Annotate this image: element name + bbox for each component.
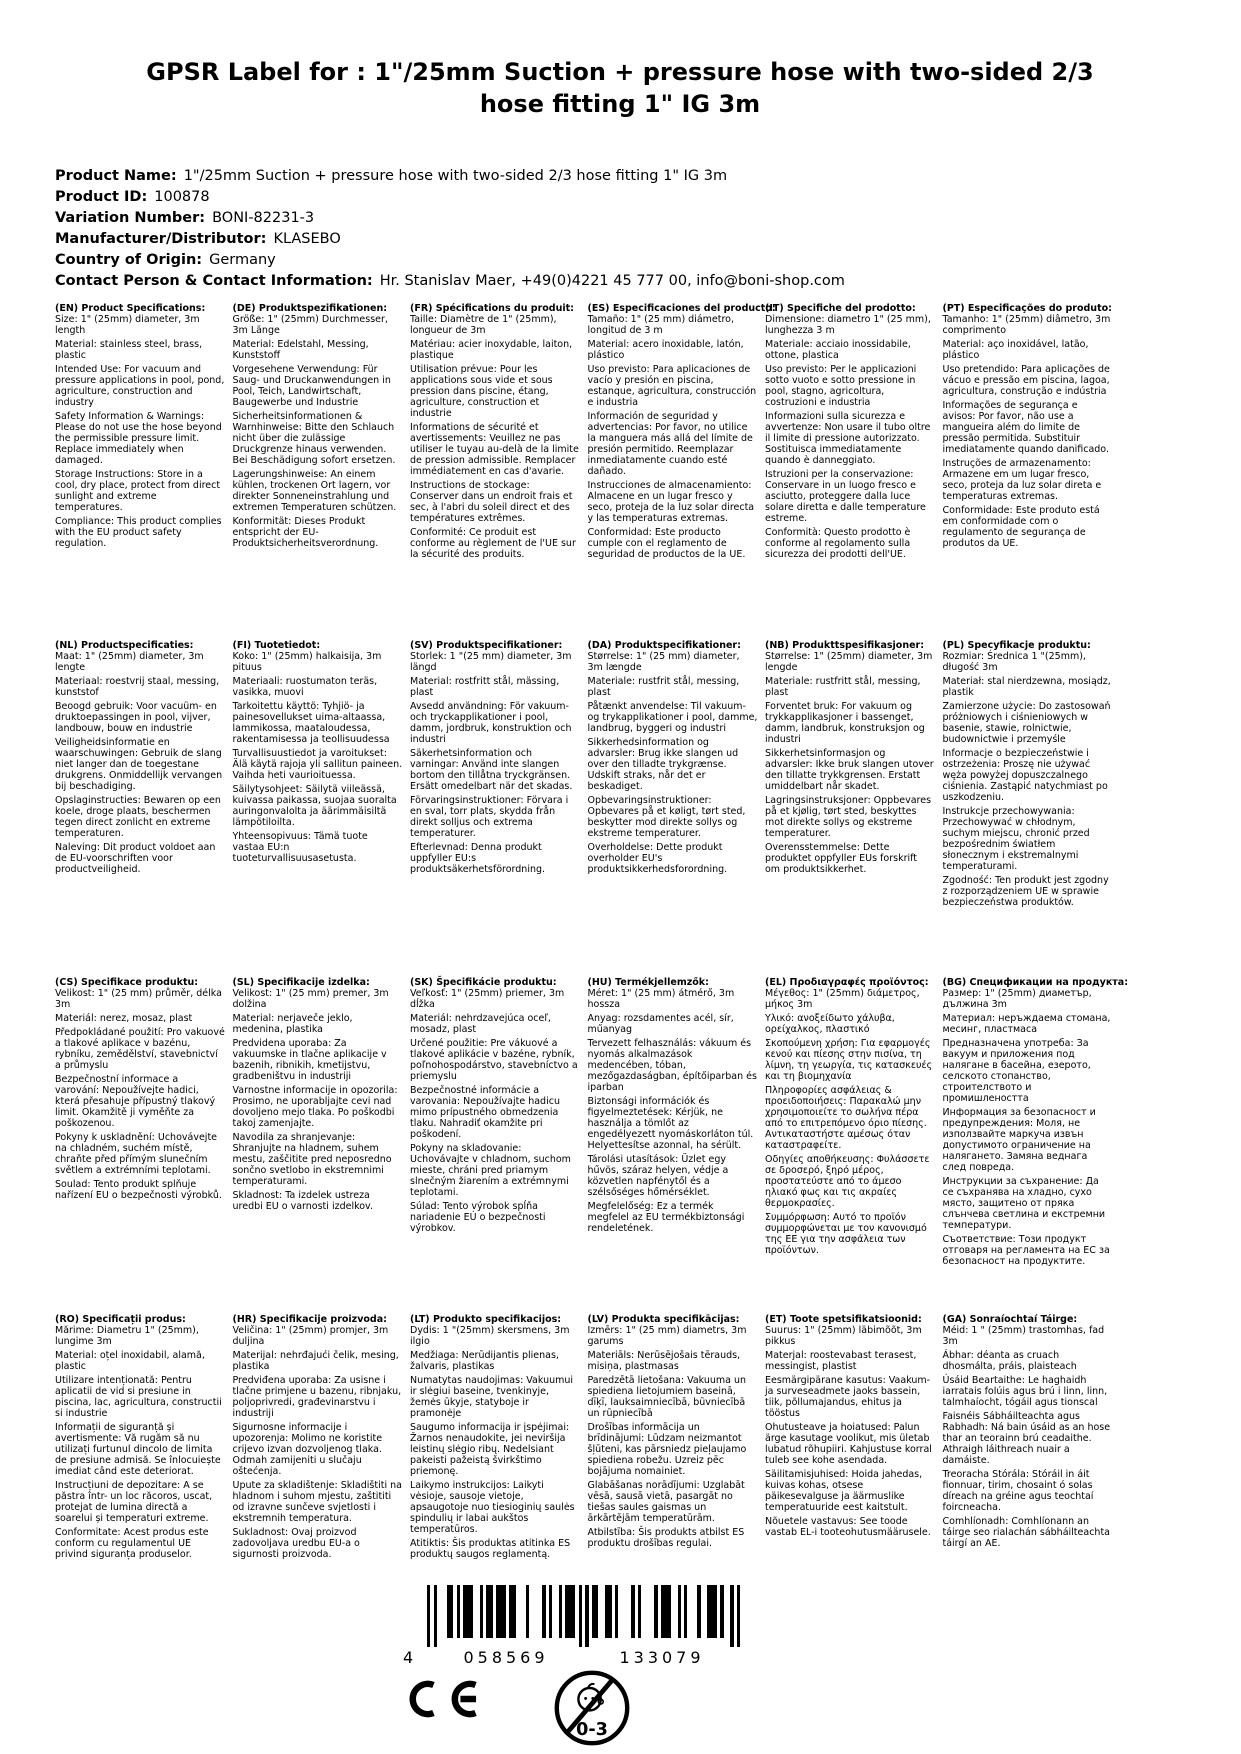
- spec-paragraph: Förvaringsinstruktioner: Förvara i en sval, torr plats, skydda från direkt solljus och extrema temperaturer.: [410, 795, 569, 839]
- spec-paragraph: Materiāls: Nerūsējošais tērauds, misiņa, plastmasas: [587, 1350, 741, 1372]
- spec-block-pl: [943, 640, 1113, 977]
- spec-paragraph: Súlad: Tento výrobok spĺňa nariadenie EÚ o bezpečnosti výrobkov.: [410, 1201, 546, 1234]
- spec-heading: (PL) Specyfikacje produktu:: [942, 640, 1091, 651]
- spec-heading: (NL) Productspecificaties:: [55, 640, 194, 651]
- manufacturer-label: Manufacturer/Distributor:: [55, 231, 267, 247]
- spec-paragraph: Säilitamisjuhised: Hoida jahedas, kuivas kohas, otsese päikesevalguse ja äärmuslike temperatuuride eest kaitstult.: [765, 1469, 923, 1513]
- spec-paragraph: Sicherheitsinformationen & Warnhinweise: Bitte den Schlauch nicht über die zulässige Druckgrenze hinaus verwenden. Bei Beschädigung sofort ersetzen.: [232, 411, 396, 466]
- spec-paragraph: Mărime: Diametru 1" (25mm), lungime 3m: [55, 1325, 199, 1347]
- spec-paragraph: Koko: 1" (25mm) halkaisija, 3m pituus: [232, 651, 382, 673]
- spec-paragraph: Sukladnost: Ovaj proizvod zadovoljava uredbu EU-a o sigurnosti proizvoda.: [232, 1527, 360, 1560]
- spec-paragraph: Material: Edelstahl, Messing, Kunststoff: [232, 339, 369, 361]
- country-of-origin-label: Country of Origin:: [55, 252, 203, 268]
- contact-row: [55, 271, 845, 292]
- spec-paragraph: Veličina: 1" (25mm) promjer, 3m duljina: [232, 1325, 389, 1347]
- manufacturer-value: KLASEBO: [273, 231, 341, 247]
- spec-paragraph: Soulad: Tento produkt splňuje nařízení EU o bezpečnosti výrobků.: [55, 1179, 222, 1201]
- spec-heading: (ET) Toote spetsifikatsioonid:: [765, 1314, 922, 1325]
- barcode-bars: [427, 1585, 741, 1647]
- spec-paragraph: Určené použitie: Pre vákuové a tlakové aplikácie v bazéne, rybník, poľnohospodárstvo, stavebníctvo a priemyslu: [410, 1038, 578, 1082]
- spec-paragraph: Conformité: Ce produit est conforme au règlement de l'UE sur la sécurité des produits.: [410, 527, 576, 560]
- spec-paragraph: Comhlíonadh: Comhlíonann an táirge seo rialachán sábháilteachta táirgí an AE.: [942, 1516, 1110, 1549]
- manufacturer-row: [55, 229, 845, 250]
- spec-heading: (HU) Termékjellemzők:: [587, 977, 709, 988]
- barcode-right-group: 133079: [619, 1648, 705, 1667]
- contact-value: Hr. Stanislav Maer, +49(0)4221 45 777 00, info@boni-shop.com: [379, 273, 845, 289]
- spec-paragraph: Maat: 1" (25mm) diameter, 3m lengte: [55, 651, 204, 673]
- spec-paragraph: Tamaño: 1" (25 mm) diámetro, longitud de 3 m: [587, 314, 735, 336]
- spec-paragraph: Beoogd gebruik: Voor vacuüm- en druktoepassingen in pool, vijver, landbouw, bouw en industrie: [55, 701, 217, 734]
- spec-paragraph: Uso previsto: Para aplicaciones de vacío y presión en piscina, estanque, agricultura, construcción e industria: [587, 364, 757, 408]
- spec-paragraph: Съответствие: Този продукт отговаря на регламента на ЕС за безопасност на продуктите.: [942, 1234, 1110, 1267]
- variation-number-label: Variation Number:: [55, 210, 206, 226]
- spec-heading: (RO) Specificații produs:: [55, 1314, 186, 1325]
- spec-paragraph: Μέγεθος: 1" (25mm) διάμετρος, μήκος 3m: [765, 988, 920, 1010]
- spec-paragraph: Zgodność: Ten produkt jest zgodny z rozporządzeniem UE w sprawie bezpieczeństwa produktów.: [942, 875, 1109, 908]
- variation-number-row: [55, 208, 845, 229]
- spec-block-pt: [943, 303, 1113, 640]
- spec-paragraph: Méid: 1 " (25mm) trastomhas, fad 3m: [942, 1325, 1105, 1347]
- spec-paragraph: Tervezett felhasználás: vákuum és nyomás alkalmazások medencében, tóban, mezőgazdaságban, építőiparban és iparban: [587, 1038, 757, 1093]
- spec-block-sv: [410, 640, 580, 977]
- spec-heading: (FI) Tuotetiedot:: [232, 640, 321, 651]
- spec-paragraph: Uso previsto: Per le applicazioni sotto vuoto e sotto pressione in pool, stagno, agricoltura, costruzioni e industria: [765, 364, 917, 408]
- spec-paragraph: Compliance: This product complies with the EU product safety regulation.: [55, 516, 222, 549]
- spec-paragraph: Storlek: 1 "(25 mm) diameter, 3m längd: [410, 651, 572, 673]
- spec-heading: (HR) Specifikacije proizvoda:: [232, 1314, 387, 1325]
- age-warning-0-3-icon: [552, 1668, 632, 1752]
- spec-paragraph: Veiligheidsinformatie en waarschuwingen: Gebruik de slang niet langer dan de toegestane drukgrens. Onmiddellijk vervangen bij beschadiging.: [55, 737, 223, 792]
- spec-block-sl: [233, 977, 403, 1314]
- spec-paragraph: Информация за безопасност и предупреждения: Моля, не използвайте маркуча извън допустимото ограничение на налягането. Замяна веднага след повреда.: [942, 1107, 1096, 1173]
- spec-paragraph: Yhteensopivuus: Tämä tuote vastaa EU:n tuoteturvallisuusasetusta.: [232, 831, 368, 864]
- spec-paragraph: Instruções de armazenamento: Armazene em um lugar fresco, seco, proteja da luz solar direta e temperaturas extremas.: [942, 458, 1102, 502]
- spec-block-it: [765, 303, 935, 640]
- spec-paragraph: Informations de sécurité et avertissements: Veuillez ne pas utiliser le tuyau au-delà de la limite de pression admissible. Remplacer immédiatement en cas d'avarie.: [410, 422, 579, 477]
- ce-mark-icon: [400, 1676, 482, 1726]
- spec-heading: (SK) Špecifikácie produktu:: [410, 977, 557, 988]
- spec-paragraph: Bezpečnostné informácie a varovania: Nepoužívajte hadicu mimo prípustného obmedzenia tlaku. Nahradiť okamžite pri poškodení.: [410, 1085, 560, 1140]
- spec-paragraph: Informazioni sulla sicurezza e avvertenze: Non usare il tubo oltre il limite di pressione autorizzato. Sostituisca immediatamente quando è danneggiato.: [765, 411, 931, 466]
- spec-paragraph: Material: rostfritt stål, mässing, plast: [410, 676, 560, 698]
- spec-heading: (BG) Спецификации на продукта:: [942, 977, 1129, 988]
- spec-paragraph: Material: acero inoxidable, latón, plástico: [587, 339, 744, 361]
- page-title: GPSR Label for : 1"/25mm Suction + pressure hose with two-sided 2/3 hose fitting 1" IG 3m: [146, 58, 1094, 119]
- spec-paragraph: Treoracha Stórála: Stóráil in áit fionnuar, tirim, chosaint ó solas díreach na gréine agus teochtaí foircneacha.: [942, 1469, 1094, 1513]
- spec-paragraph: Υλικό: ανοξείδωτο χάλυβα, ορείχαλκος, πλαστικό: [765, 1013, 895, 1035]
- spec-block-ga: [943, 1314, 1113, 1651]
- spec-paragraph: Faisnéis Sábháilteachta agus Rabhadh: Ná bain úsáid as an hose thar an teorainn brú ceadaithe. Athraigh láithreach nuair a damáiste.: [942, 1411, 1111, 1466]
- product-name-label: Product Name:: [55, 168, 177, 184]
- spec-block-nb: [765, 640, 935, 977]
- spec-heading: (FR) Spécifications du produit:: [410, 303, 574, 314]
- spec-heading: (EN) Product Specifications:: [55, 303, 206, 314]
- spec-block-hr: [233, 1314, 403, 1651]
- spec-paragraph: Utilisation prévue: Pour les applications sous vide et sous pression dans piscine, étang, agriculture, construction et industrie: [410, 364, 553, 419]
- spec-paragraph: Bezpečnostní informace a varování: Nepoužívejte hadici, která přesahuje přípustný tlakový limit. Okamžitě ji vyměňte za poškozenou.: [55, 1074, 216, 1129]
- spec-paragraph: Varnostne informacije in opozorila: Prosimo, ne uporabljajte cevi nad dovoljeno mejo tlaka. Po poškodbi takoj zamenjajte.: [232, 1085, 398, 1129]
- age-warning-text: 0-3: [576, 1720, 608, 1741]
- spec-paragraph: Size: 1" (25mm) diameter, 3m length: [55, 314, 200, 336]
- spec-heading: (DE) Produktspezifikationen:: [232, 303, 388, 314]
- spec-paragraph: Forventet bruk: For vakuum og trykkapplikasjoner i bassenget, damm, landbruk, konstruksjon og industri: [765, 701, 925, 745]
- spec-paragraph: Konformität: Dieses Produkt entspricht der EU-Produktsicherheitsverordnung.: [232, 516, 379, 549]
- spec-paragraph: Tarkoitettu käyttö: Tyhjiö- ja painesovellukset uima-altaassa, lammikossa, maataloudessa, rakentamisessa ja teollisuudessa: [232, 701, 390, 745]
- spec-paragraph: Overensstemmelse: Dette produktet oppfyller EUs forskrift om produktsikkerhet.: [765, 842, 918, 875]
- spec-paragraph: Οδηγίες αποθήκευσης: Φυλάσσετε σε δροσερό, ξηρό μέρος, προστατεύστε από το άμεσο ηλιακό φως και τις ακραίες θερμοκρασίες.: [765, 1154, 930, 1209]
- spec-paragraph: Úsáid Beartaithe: Le haghaidh iarratais folúis agus brú i linn, linn, talmhaíocht, tógáil agus tionscal: [942, 1375, 1108, 1408]
- spec-paragraph: Velikost: 1" (25 mm) premer, 3m dolžina: [232, 988, 389, 1010]
- spec-paragraph: Materiale: rustfritt stål, messing, plast: [765, 676, 921, 698]
- spec-heading: (PT) Especificações do produto:: [942, 303, 1112, 314]
- spec-paragraph: Taille: Diamètre de 1" (25mm), longueur de 3m: [410, 314, 557, 336]
- spec-block-nl: [55, 640, 225, 977]
- spec-paragraph: Инструкции за съхранение: Да се съхранява на хладно, сухо място, защитено от пряка слънчева светлина и екстремни температури.: [942, 1176, 1106, 1231]
- spec-block-sk: [410, 977, 580, 1314]
- spec-paragraph: Материал: неръждаема стомана, месинг, пластмаса: [942, 1013, 1111, 1035]
- spec-paragraph: Tárolási utasítások: Üzlet egy hűvös, száraz helyen, védje a közvetlen napfénytől és a szélsőséges hőmérséklet.: [587, 1154, 729, 1198]
- country-of-origin-value: Germany: [209, 252, 276, 268]
- spec-paragraph: Informații de siguranță și avertismente: Vă rugăm să nu utilizați furtunul dincolo de limita de presiune admisă. Se înlocuiește imediat când este deteriorat.: [55, 1422, 221, 1477]
- spec-paragraph: Storage Instructions: Store in a cool, dry place, protect from direct sunlight and extreme temperatures.: [55, 469, 221, 513]
- spec-block-bg: [942, 977, 1129, 1314]
- product-id-row: [55, 187, 845, 208]
- spec-paragraph: Sigurnosne informacije i upozorenja: Molimo ne koristite crijevo izvan dozvoljenog tlaka. Odmah zamijeniti u slučaju oštećenja.: [232, 1422, 383, 1477]
- spec-paragraph: Zamierzone użycie: Do zastosowań próżniowych i ciśnieniowych w basenie, stawie, rolnictwie, budownictwie i przemyśle: [942, 701, 1111, 745]
- spec-paragraph: Σκοπούμενη χρήση: Για εφαρμογές κενού και πίεσης στην πισίνα, τη λίμνη, τη γεωργία, τις κατασκευές και τη βιομηχανία: [765, 1038, 933, 1082]
- spec-paragraph: Conformità: Questo prodotto è conforme al regolamento sulla sicurezza dei prodotti dell'UE.: [765, 527, 911, 560]
- spec-paragraph: Medžiaga: Nerūdijantis plienas, žalvaris, plastikas: [410, 1350, 559, 1372]
- spec-paragraph: Material: nerjaveče jeklo, medenina, plastika: [232, 1013, 353, 1035]
- spec-paragraph: Matériau: acier inoxydable, laiton, plastique: [410, 339, 573, 361]
- spec-paragraph: Lagringsinstruksjoner: Oppbevares på et kjølig, tørt sted, beskyttes mot direkte sollys og ekstreme temperaturer.: [765, 795, 932, 839]
- spec-paragraph: Material: stainless steel, brass, plastic: [55, 339, 203, 361]
- spec-paragraph: Avsedd användning: För vakuum- och tryckapplikationer i pool, damm, jordbruk, konstruktion och industri: [410, 701, 572, 745]
- spec-block-ro: [55, 1314, 225, 1651]
- spec-paragraph: Overholdelse: Dette produkt overholder EU's produktsikkerhedsforordning.: [587, 842, 728, 875]
- spec-paragraph: Nõuetele vastavus: See toode vastab EL-i tooteohutusmäärusele.: [765, 1516, 931, 1538]
- spec-block-et: [765, 1314, 935, 1651]
- spec-paragraph: Materiale: rustfrit stål, messing, plast: [587, 676, 740, 698]
- spec-paragraph: Materiaali: ruostumaton teräs, vasikka, muovi: [232, 676, 378, 698]
- spec-paragraph: Atitiktis: Šis produktas atitinka ES produktų saugos reglamentą.: [410, 1538, 571, 1560]
- product-id-label: Product ID:: [55, 189, 148, 205]
- spec-paragraph: Intended Use: For vacuum and pressure applications in pool, pond, agriculture, construction and industry: [55, 364, 225, 408]
- barcode-left-group: 058569: [463, 1648, 549, 1667]
- spec-paragraph: Dydis: 1 "(25mm) skersmens, 3m ilgio: [410, 1325, 570, 1347]
- spec-paragraph: Anyag: rozsdamentes acél, sír, műanyag: [587, 1013, 734, 1035]
- spec-paragraph: Dimensione: diametro 1" (25 mm), lunghezza 3 m: [765, 314, 931, 336]
- spec-paragraph: Påtænkt anvendelse: Til vakuum- og trykapplikationer i pool, damme, landbrug, byggeri og industri: [587, 701, 758, 734]
- spec-paragraph: Material: oțel inoxidabil, alamă, plastic: [55, 1350, 205, 1372]
- spec-heading: (LV) Produkta specifikācijas:: [587, 1314, 740, 1325]
- contact-label: Contact Person & Contact Information:: [55, 273, 373, 289]
- spec-paragraph: Efterlevnad: Denna produkt uppfyller EU:s produktsäkerhetsförordning.: [410, 842, 546, 875]
- spec-paragraph: Informações de segurança e avisos: Por favor, não use a mangueira além do limite de pressão permitida. Substituir imediatamente quando danificado.: [942, 400, 1109, 455]
- spec-paragraph: Conformidad: Este producto cumple con el reglamento de seguridad de productos de la UE.: [587, 527, 746, 560]
- country-of-origin-row: [55, 250, 845, 271]
- spec-paragraph: Materiál: nerez, mosaz, plast: [55, 1013, 193, 1024]
- product-id-value: 100878: [154, 189, 210, 205]
- spec-block-fr: [410, 303, 580, 640]
- spec-paragraph: Istruzioni per la conservazione: Conservare in un luogo fresco e asciutto, proteggere dalla luce solare diretta e dalle temperature estreme.: [765, 469, 926, 524]
- spec-paragraph: Ohutusteave ja hoiatused: Palun ärge kasutage voolikut, mis ületab lubatud rõhupiiri. Kahjustuse korral tuleb see kohe asendada.: [765, 1422, 932, 1466]
- barcode-digits: [403, 1648, 741, 1668]
- spec-paragraph: Předpokládané použití: Pro vakuové a tlakové aplikace v bazénu, rybníku, zemědělství, stavebnictví a průmyslu: [55, 1027, 225, 1071]
- spec-paragraph: Predviđena uporaba: Za usisne i tlačne primjene u bazenu, ribnjaku, poljoprivredi, građevinarstvu i industriji: [232, 1375, 402, 1419]
- spec-paragraph: Saugumo informacija ir įspėjimai: Žarnos nenaudokite, jei neviršija leistinų slėgio ribų. Nedelsiant pakeisti pažeistą švirkštimo priemonę.: [410, 1422, 570, 1477]
- spec-paragraph: Rozmiar: Średnica 1 "(25mm), długość 3m: [942, 651, 1086, 673]
- spec-block-de: [233, 303, 403, 640]
- spec-heading: (CS) Specifikace produktu:: [55, 977, 199, 988]
- spec-block-el: [765, 977, 935, 1314]
- spec-block-hu: [588, 977, 758, 1314]
- spec-paragraph: Размер: 1" (25mm) диаметър, дължина 3m: [942, 988, 1092, 1010]
- spec-paragraph: Materjal: roostevabast terasest, messingist, plastist: [765, 1350, 917, 1372]
- spec-paragraph: Предназначена употреба: За вакуум и приложения под налягане в басейна, езерото, селското стопанство, строителството и промишлеността: [942, 1038, 1091, 1104]
- spec-block-es: [587, 303, 776, 640]
- spec-paragraph: Material: aço inoxidável, latão, plástico: [942, 339, 1089, 361]
- spec-paragraph: Uso pretendido: Para aplicações de vácuo e pressão em piscina, lagoa, agricultura, construção e indústria: [942, 364, 1110, 397]
- spec-heading: (ES) Especificaciones del producto:: [587, 303, 776, 314]
- spec-paragraph: Instrukcje przechowywania: Przechowywać w chłodnym, suchym miejscu, chronić przed bezpośrednim światłem słonecznym i ekstremalnymi temperaturami.: [942, 806, 1090, 872]
- spec-paragraph: Eesmärgipärane kasutus: Vaakum- ja surveseadmete jaoks bassein, tiik, põllumajandus, ehitus ja tööstus: [765, 1375, 931, 1419]
- spec-paragraph: Upute za skladištenje: Skladištiti na hladnom i suhom mjestu, zaštititi od izravne sunčeve svjetlosti i ekstremnih temperatura.: [232, 1480, 402, 1524]
- spec-block-cs: [55, 977, 225, 1314]
- spec-heading: (EL) Προδιαγραφές προϊόντος:: [765, 977, 929, 988]
- spec-paragraph: Utilizare intenționată: Pentru aplicatii de vid si presiune in piscina, lac, agricultura, constructii si industrie: [55, 1375, 222, 1419]
- spec-paragraph: Materiaal: roestvrij staal, messing, kunststof: [55, 676, 220, 698]
- spec-paragraph: Säkerhetsinformation och varningar: Använd inte slangen bortom den tillåtna tryckgränsen. Ersätt omedelbart när det skadas.: [410, 748, 573, 792]
- spec-paragraph: Pokyny na skladovanie: Uchovávajte v chladnom, suchom mieste, chráni pred priamym slnečným žiarením a extrémnymi teplotami.: [410, 1143, 571, 1198]
- spec-paragraph: Ábhar: déanta as cruach dhosmálta, práis, plaisteach: [942, 1350, 1077, 1372]
- spec-heading: (GA) Sonraíochtaí Táirge:: [942, 1314, 1078, 1325]
- spec-paragraph: Materiał: stal nierdzewna, mosiądz, plastik: [942, 676, 1111, 698]
- spec-paragraph: Información de seguridad y advertencias: Por favor, no utilice la manguera más allá del límite de presión permitido. Reemplazar inmediatamente cuando esté dañado.: [587, 411, 753, 477]
- spec-paragraph: Πληροφορίες ασφάλειας & προειδοποιήσεις: Παρακαλώ μην χρησιμοποιείτε το σωλήνα πέρα από το επιτρεπόμενο όριο πίεσης. Αντικαταστήστε αμέσως όταν καταστραφείτε.: [765, 1085, 927, 1151]
- language-specs-grid: [55, 303, 1129, 1651]
- product-name-row: [55, 166, 845, 187]
- spec-paragraph: Suurus: 1" (25mm) läbimõõt, 3m pikkus: [765, 1325, 922, 1347]
- spec-paragraph: Paredzētā lietošana: Vakuuma un spiediena lietojumiem baseinā, dīķī, lauksaimniecībā, būvniecībā un rūpniecībā: [587, 1375, 747, 1419]
- spec-paragraph: Informacje o bezpieczeństwie i ostrzeżenia: Proszę nie używać węża powyżej dopuszczalnego ciśnienia. Zastąpić natychmiast po uszkodzeniu.: [942, 748, 1108, 803]
- barcode-first-digit: 4: [403, 1648, 414, 1667]
- spec-paragraph: Pokyny k uskladnění: Uchovávejte na chladném, suchém místě, chraňte před přímým slunečním světlem a extrémními teplotami.: [55, 1132, 218, 1176]
- spec-paragraph: Velikost: 1" (25 mm) průměr, délka 3m: [55, 988, 222, 1010]
- spec-paragraph: Turvallisuustiedot ja varoitukset: Älä käytä rajoja yli sallitun paineen. Vaihda heti vaurioituessa.: [232, 748, 403, 781]
- product-info: [55, 166, 845, 292]
- spec-paragraph: Sikkerhetsinformasjon og advarsler: Ikke bruk slangen utover den tillatte trykkgrensen. Erstatt umiddelbart når skadet.: [765, 748, 934, 792]
- product-name-value: 1"/25mm Suction + pressure hose with two-sided 2/3 hose fitting 1" IG 3m: [183, 168, 728, 184]
- spec-paragraph: Safety Information & Warnings: Please do not use the hose beyond the permissible pressure limit. Replace immediately when damaged.: [55, 411, 222, 466]
- spec-paragraph: Veľkosť: 1" (25mm) priemer, 3m dĺžka: [410, 988, 565, 1010]
- spec-paragraph: Größe: 1" (25mm) Durchmesser, 3m Länge: [232, 314, 388, 336]
- spec-paragraph: Vorgesehene Verwendung: Für Saug- und Druckanwendungen in Pool, Teich, Landwirtschaft, Baugewerbe und Industrie: [232, 364, 391, 408]
- spec-heading: (SV) Produktspecifikationer:: [410, 640, 563, 651]
- spec-paragraph: Sikkerhedsinformation og advarsler: Brug ikke slangen ud over den tilladte trykgrænse. Udskift straks, når det er beskadiget.: [587, 737, 739, 792]
- spec-heading: (SL) Specifikacije izdelka:: [232, 977, 370, 988]
- spec-paragraph: Navodila za shranjevanje: Shranjujte na hladnem, suhem mestu, zaščitite pred neposredno sončno svetlobo in ekstremnimi temperaturami.: [232, 1132, 392, 1187]
- spec-paragraph: Størrelse: 1" (25 mm) diameter, 3m længde: [587, 651, 740, 673]
- spec-paragraph: Materijal: nehrđajući čelik, mesing, plastika: [232, 1350, 399, 1372]
- spec-paragraph: Skladnost: Ta izdelek ustreza uredbi EU o varnosti izdelkov.: [232, 1190, 373, 1212]
- spec-paragraph: Instrucțiuni de depozitare: A se păstra într- un loc răcoros, uscat, protejat de lumina directă a soarelui și temperaturi extreme.: [55, 1480, 213, 1524]
- spec-paragraph: Lagerungshinweise: An einem kühlen, trockenen Ort lagern, vor direkter Sonneneinstrahlung und extremen Temperaturen schützen.: [232, 469, 397, 513]
- spec-paragraph: Materiál: nehrdzavejúca oceľ, mosadz, plast: [410, 1013, 551, 1035]
- spec-paragraph: Opslaginstructies: Bewaren op een koele, droge plaats, beschermen tegen direct zonlicht en extreme temperaturen.: [55, 795, 221, 839]
- variation-number-value: BONI-82231-3: [212, 210, 315, 226]
- spec-paragraph: Συμμόρφωση: Αυτό το προϊόν συμμορφώνεται με τον κανονισμό της ΕΕ για την ασφάλεια των προϊόντων.: [765, 1212, 927, 1256]
- spec-block-fi: [233, 640, 403, 977]
- spec-heading: (LT) Produkto specifikacijos:: [410, 1314, 562, 1325]
- spec-paragraph: Naleving: Dit product voldoet aan de EU-voorschriften voor productveiligheid.: [55, 842, 216, 875]
- spec-paragraph: Opbevaringsinstruktioner: Opbevares på et køligt, tørt sted, beskytter mod direkte sollys og ekstreme temperaturer.: [587, 795, 746, 839]
- spec-paragraph: Predvidena uporaba: Za vakuumske in tlačne aplikacije v bazenih, ribnikih, kmetijstvu, gradbeništvu in industriji: [232, 1038, 387, 1082]
- spec-paragraph: Størrelse: 1" (25mm) diameter, 3m lengde: [765, 651, 933, 673]
- spec-heading: (DA) Produktspecifikationer:: [587, 640, 741, 651]
- spec-paragraph: Atbilstība: Šis produkts atbilst ES produktu drošības regulai.: [587, 1527, 745, 1549]
- spec-paragraph: Drošības informācija un brīdinājumi: Lūdzam neizmantot šļūteni, kas pārsniedz pieļaujamo spiediena robežu. Uzreiz pēc bojājuma nomainiet.: [587, 1422, 747, 1477]
- spec-block-en: [55, 303, 225, 640]
- spec-paragraph: Instrucciones de almacenamiento: Almacene en un lugar fresco y seco, proteja de la luz solar directa y las temperaturas extremas.: [587, 480, 755, 524]
- spec-paragraph: Instructions de stockage: Conserver dans un endroit frais et sec, à l'abri du soleil direct et des températures extrêmes.: [410, 480, 573, 524]
- ean13-barcode: [403, 1585, 741, 1668]
- spec-paragraph: Materiale: acciaio inossidabile, ottone, plastica: [765, 339, 911, 361]
- spec-paragraph: Megfelelőség: Ez a termék megfelel az EU termékbiztonsági rendeletének.: [587, 1201, 745, 1234]
- spec-paragraph: Biztonsági információk és figyelmeztetések: Kérjük, ne használja a tömlőt az engedélyezett nyomáskorláton túl. Helyettesítse azonnal, ha sérült.: [587, 1096, 754, 1151]
- spec-heading: (NB) Produkttspesifikasjoner:: [765, 640, 925, 651]
- spec-paragraph: Numatytas naudojimas: Vakuumui ir slėgiui baseine, tvenkinyje, žemės ūkyje, statyboje ir pramonėje: [410, 1375, 574, 1419]
- spec-paragraph: Conformidade: Este produto está em conformidade com o regulamento de segurança de produtos da UE.: [942, 505, 1100, 549]
- spec-paragraph: Tamanho: 1" (25mm) diâmetro, 3m comprimento: [942, 314, 1111, 336]
- spec-paragraph: Laikymo instrukcijos: Laikyti vėsioje, sausoje vietoje, apsaugotoje nuo tiesioginių saulės spindulių ir labai aukštos temperatūros.: [410, 1480, 575, 1535]
- spec-block-da: [588, 640, 758, 977]
- spec-paragraph: Glabāšanas norādījumi: Uzglabāt vēsā, sausā vietā, pasargāt no tiešas saules gaismas un ārkārtējām temperatūrām.: [587, 1480, 745, 1524]
- spec-paragraph: Méret: 1" (25 mm) átmérő, 3m hossza: [587, 988, 735, 1010]
- spec-paragraph: Izmērs: 1" (25 mm) diametrs, 3m garums: [587, 1325, 747, 1347]
- spec-paragraph: Conformitate: Acest produs este conform cu regulamentul UE privind siguranța produselor.: [55, 1527, 209, 1560]
- spec-heading: (IT) Specifiche del prodotto:: [765, 303, 916, 314]
- spec-paragraph: Säilytysohjeet: Säilytä viileässä, kuivassa paikassa, suojaa suoralta auringonvalolta ja äärimmäisiltä lämpötiloilta.: [232, 784, 397, 828]
